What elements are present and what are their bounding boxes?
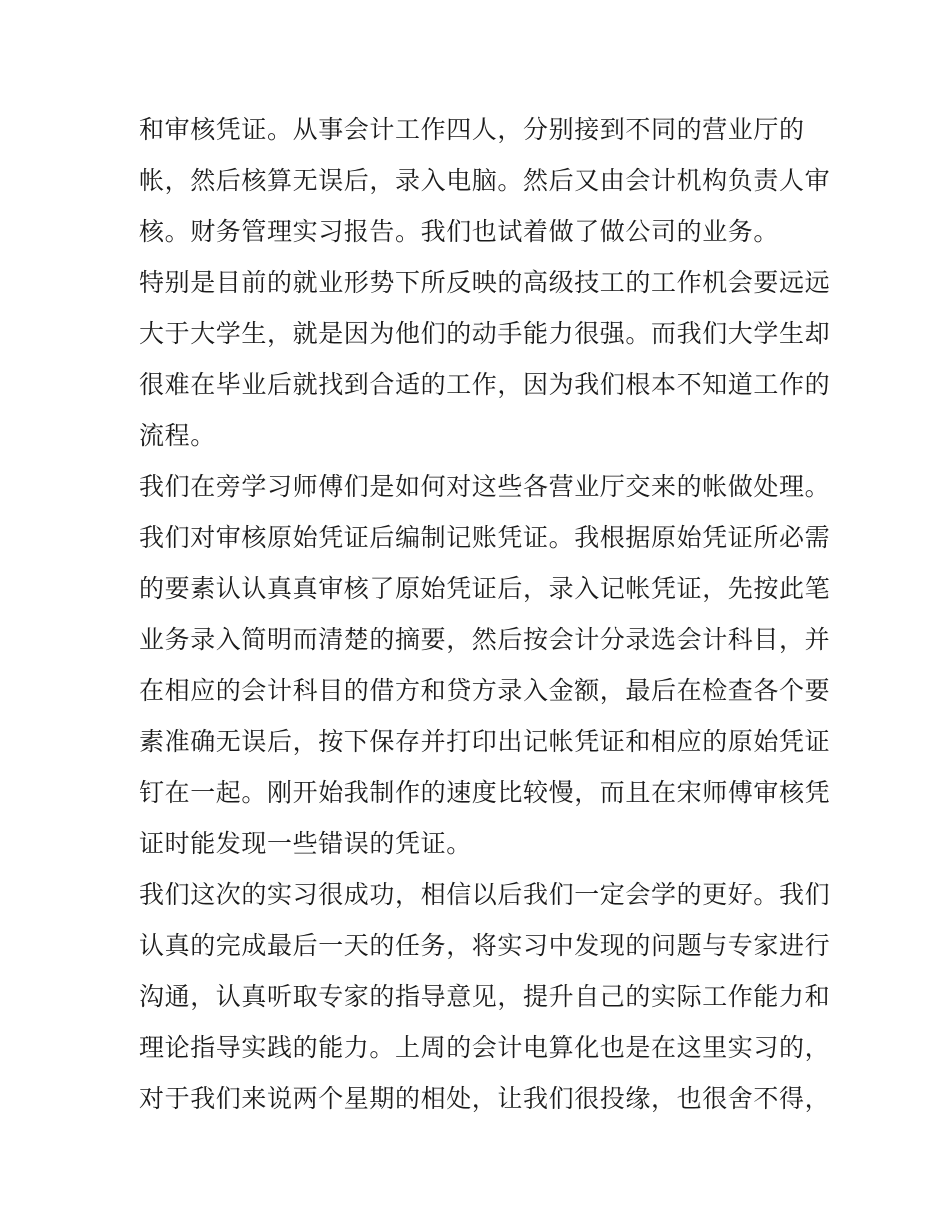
- paragraph: [139, 108, 831, 261]
- text-line: 我们在旁学习师傅们是如何对这些各营业厅交来的帐做处理。: [139, 472, 831, 501]
- text-line: 理论指导实践的能力。上周的会计电算化也是在这里实习的，: [139, 1033, 831, 1062]
- text-line: 钉在一起。刚开始我制作的速度比较慢，而且在宋师傅审核凭: [139, 778, 831, 807]
- paragraph: [139, 465, 831, 873]
- text-line: 我们这次的实习很成功，相信以后我们一定会学的更好。我们: [139, 880, 831, 909]
- paragraph: [139, 873, 831, 1128]
- text-line: 认真的完成最后一天的任务，将实习中发现的问题与专家进行: [139, 931, 831, 960]
- text-line: 沟通，认真听取专家的指导意见，提升自己的实际工作能力和: [139, 982, 831, 1011]
- text-line: 的要素认认真真审核了原始凭证后，录入记帐凭证，先按此笔: [139, 574, 831, 603]
- text-line: 和审核凭证。从事会计工作四人，分别接到不同的营业厅的: [139, 115, 805, 144]
- body-text: [139, 108, 831, 1128]
- text-line: 证时能发现一些错误的凭证。: [139, 829, 472, 858]
- text-line: 我们对审核原始凭证后编制记账凭证。我根据原始凭证所必需: [139, 523, 831, 552]
- text-line: 在相应的会计科目的借方和贷方录入金额，最后在检查各个要: [139, 676, 831, 705]
- text-line: 核。财务管理实习报告。我们也试着做了做公司的业务。: [139, 217, 780, 246]
- text-line: 帐，然后核算无误后，录入电脑。然后又由会计机构负责人审: [139, 166, 831, 195]
- text-line: 素准确无误后，按下保存并打印出记帐凭证和相应的原始凭证: [139, 727, 831, 756]
- text-line: 对于我们来说两个星期的相处，让我们很投缘，也很舍不得，: [139, 1084, 831, 1113]
- text-line: 业务录入简明而清楚的摘要，然后按会计分录选会计科目，并: [139, 625, 831, 654]
- text-line: 大于大学生，就是因为他们的动手能力很强。而我们大学生却: [139, 319, 831, 348]
- text-line: 特别是目前的就业形势下所反映的高级技工的工作机会要远远: [139, 268, 831, 297]
- paragraph: [139, 261, 831, 465]
- text-line: 流程。: [139, 421, 216, 450]
- text-line: 很难在毕业后就找到合适的工作，因为我们根本不知道工作的: [139, 370, 831, 399]
